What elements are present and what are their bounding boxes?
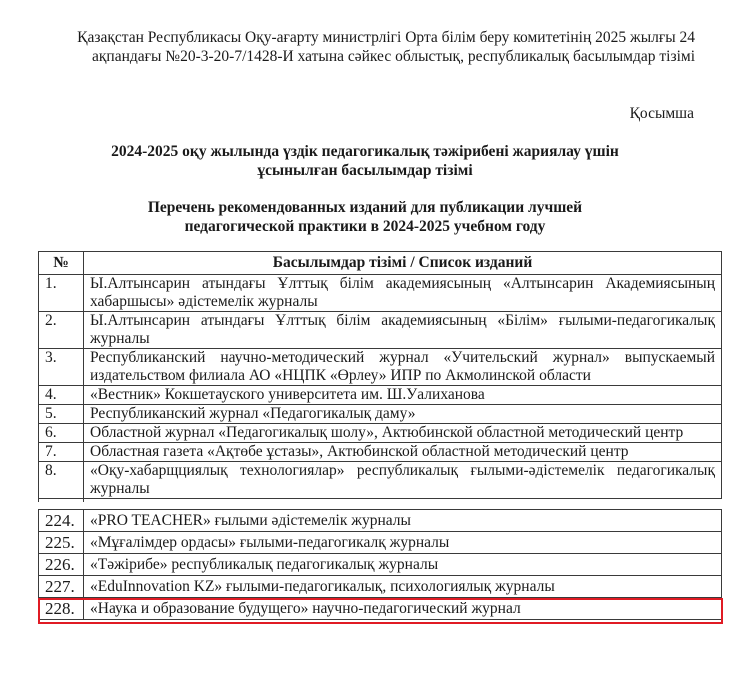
publications-table-part-1: [38, 251, 722, 502]
publication-name: «Тәжірибе» республикалық педагогикалық журналы: [84, 554, 722, 576]
row-number: 7.: [39, 443, 84, 462]
title-kazakh-line-1: 2024-2025 оқу жылында үздік педагогикалық тәжірибені жариялау үшін: [111, 143, 619, 160]
row-number: 6.: [39, 424, 84, 443]
intro-paragraph: [40, 28, 695, 66]
row-number: 225.: [39, 532, 84, 554]
continuation-cell: [39, 499, 84, 503]
row-number: 224.: [39, 510, 84, 532]
intro-line-2: ақпандағы №20-3-20-7/1428-И хатына сәйкес облыстық, республикалық басылымдар тізімі: [92, 48, 695, 65]
table-row: [39, 405, 722, 424]
table-row: [39, 275, 722, 312]
title-russian: [35, 198, 695, 236]
title-russian-line-2: педагогической практики в 2024-2025 учебном году: [184, 218, 546, 235]
table-row: [39, 443, 722, 462]
table-row: [39, 386, 722, 405]
publication-name: «Наука и образование будущего» научно-педагогический журнал: [84, 598, 722, 620]
table-row: [39, 532, 722, 554]
publication-name: Республиканский журнал «Педагогикалық даму»: [84, 405, 722, 424]
publications-table-part-2: [38, 509, 722, 620]
title-kazakh: [35, 142, 695, 180]
publication-name: «PRO TEACHER» ғылыми әдістемелік журналы: [84, 510, 722, 532]
row-number: 1.: [39, 275, 84, 312]
table-row-highlighted: [39, 598, 722, 620]
row-number: 2.: [39, 312, 84, 349]
row-number: 3.: [39, 349, 84, 386]
intro-line-1: Қазақстан Республикасы Оқу-ағарту министрлігі Орта білім беру комитетінің 2025 жылғы 24: [77, 29, 695, 46]
table-row: [39, 576, 722, 598]
table-header-row: [39, 252, 722, 275]
table-row: [39, 424, 722, 443]
publication-name: Республиканский научно-методический журнал «Учительский журнал» выпускаемый издательством филиала АО «НЦПК «Өрлеу» ИПР по Акмолинской области: [84, 349, 722, 386]
table-row: [39, 510, 722, 532]
table-row: [39, 349, 722, 386]
publication-name: «Оқу-хабарщциялық технологиялар» республикалық ғылыми-әдістемелік педагогикалық журналы: [84, 462, 722, 499]
column-header-number: №: [39, 252, 84, 275]
publication-name: Ы.Алтынсарин атындағы Ұлттық білім академиясының «Алтынсарин Академиясының хабаршысы» әдістемелік журналы: [84, 275, 722, 312]
title-kazakh-line-2: ұсынылған басылымдар тізімі: [257, 162, 473, 179]
table-row: [39, 462, 722, 499]
title-russian-line-1: Перечень рекомендованных изданий для публикации лучшей: [147, 199, 583, 216]
continuation-cell: [84, 499, 722, 503]
table-row: [39, 312, 722, 349]
row-number: 8.: [39, 462, 84, 499]
row-number: 228.: [39, 598, 84, 620]
row-number: 5.: [39, 405, 84, 424]
appendix-label: Қосымша: [629, 105, 694, 122]
publication-name: «Мұғалімдер ордасы» ғылыми-педагогикалқ журналы: [84, 532, 722, 554]
publication-name: «Вестник» Кокшетауского университета им. Ш.Уалиханова: [84, 386, 722, 405]
publication-name: Ы.Алтынсарин атындағы Ұлттық білім академиясының «Білім» ғылыми-педагогикалық журналы: [84, 312, 722, 349]
row-number: 227.: [39, 576, 84, 598]
table-continuation-stub: [39, 499, 722, 503]
publication-name: Областная газета «Ақтөбе ұстазы», Актюбинской областной методический центр: [84, 443, 722, 462]
publication-name: Областной журнал «Педагогикалық шолу», Актюбинской областной методический центр: [84, 424, 722, 443]
publication-name: «EduInnovation KZ» ғылыми-педагогикалық, психологиялық журналы: [84, 576, 722, 598]
row-number: 4.: [39, 386, 84, 405]
column-header-name: Басылымдар тізімі / Список изданий: [84, 252, 722, 275]
table-row: [39, 554, 722, 576]
row-number: 226.: [39, 554, 84, 576]
